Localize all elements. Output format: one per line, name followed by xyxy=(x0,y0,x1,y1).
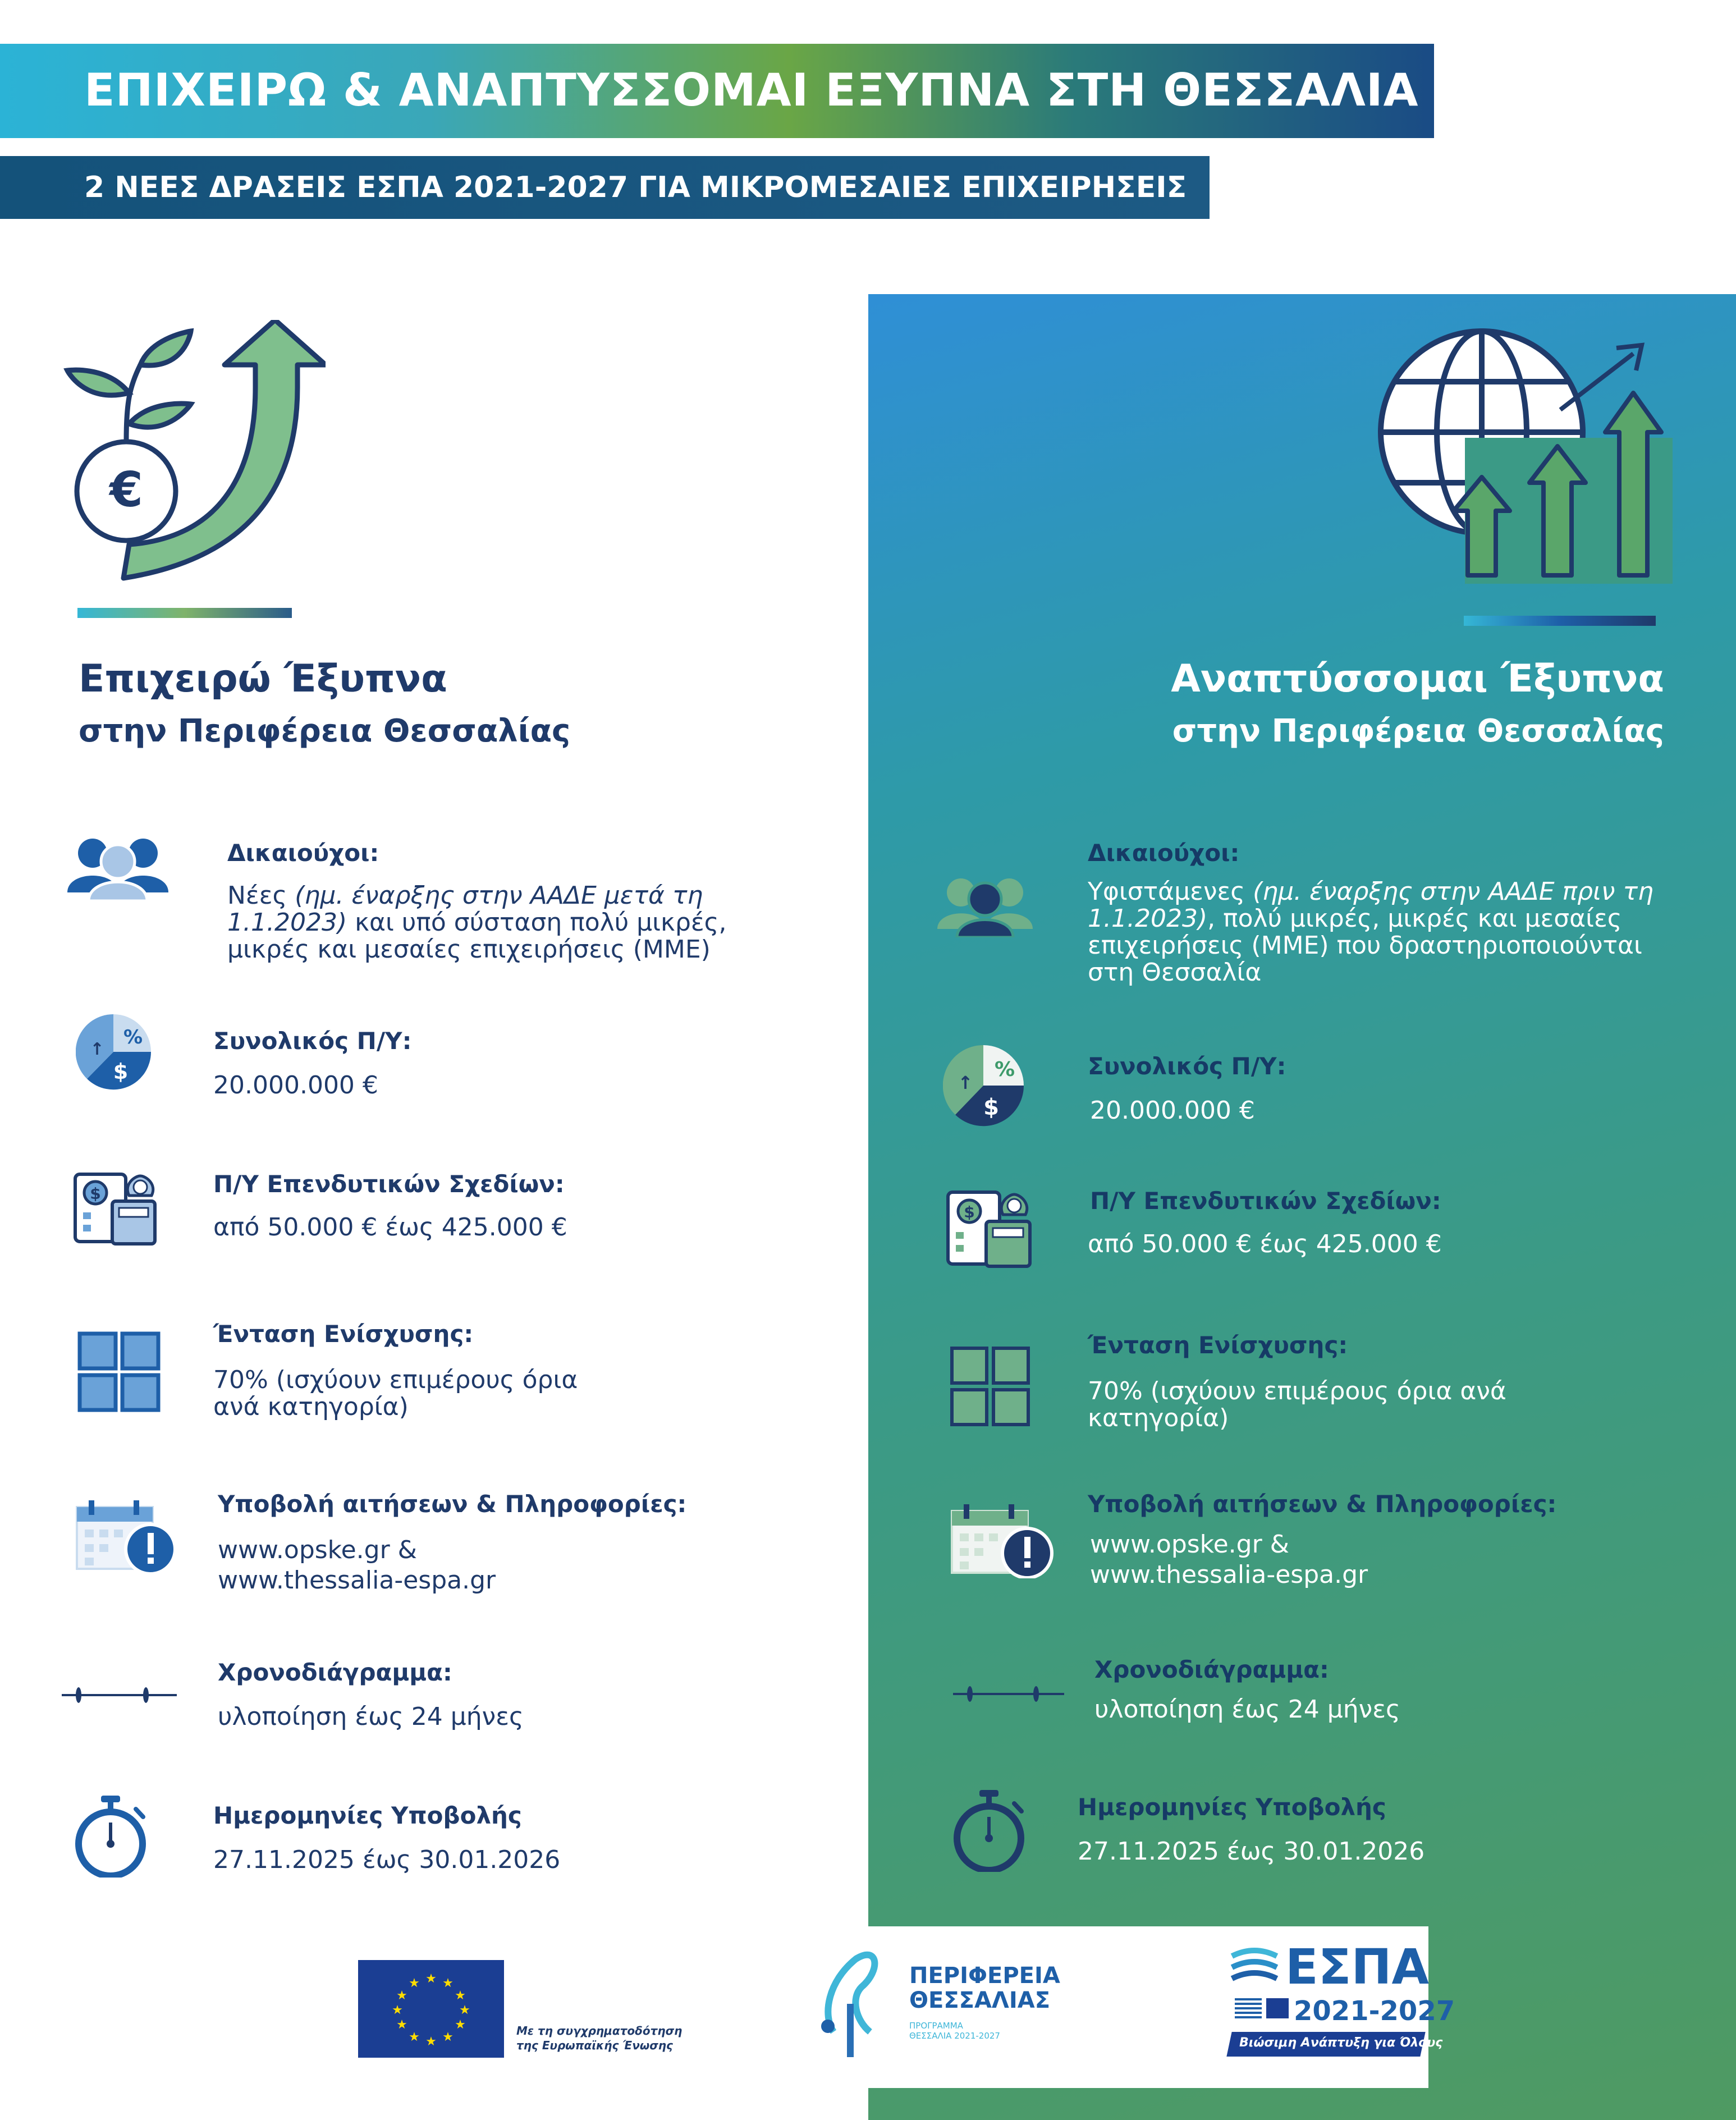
main-title: ΕΠΙΧΕΙΡΩ & ΑΝΑΠΤΥΣΣΟΜΑΙ ΕΞΥΠΝΑ ΣΤΗ ΘΕΣΣΑΛΙΑ xyxy=(84,64,1419,116)
eu-flag-logo xyxy=(358,1960,504,2058)
svg-text:★: ★ xyxy=(409,1976,420,1990)
svg-text:★: ★ xyxy=(442,2030,454,2044)
timeline-icon-right xyxy=(953,1683,1065,1705)
left-timeline-label: Χρονοδιάγραμμα: xyxy=(218,1659,452,1686)
right-beneficiaries-text: Υφιστάμενες (ημ. έναρξης στην ΑΑΔΕ πριν τη 1.1.2023), πολύ μικρές, μικρές και μεσαίες επιχειρήσεις (ΜΜΕ) που δραστηριοποιούνται στη Θεσσαλία xyxy=(1088,877,1653,987)
left-program-region: στην Περιφέρεια Θεσσαλίας xyxy=(79,713,571,749)
svg-text:★: ★ xyxy=(425,1972,437,1986)
stopwatch-icon xyxy=(73,1793,152,1878)
svg-text:★: ★ xyxy=(455,1989,466,2003)
svg-text:★: ★ xyxy=(396,1989,407,2003)
timeline-icon xyxy=(62,1684,180,1706)
window-grid-icon xyxy=(77,1331,162,1413)
left-intensity-text: 70% (ισχύουν επιμέρους όρια ανά κατηγορία) xyxy=(213,1366,578,1421)
svg-text:$: $ xyxy=(983,1095,999,1120)
right-submission-label: Υποβολή αιτήσεων & Πληροφορίες: xyxy=(1088,1490,1557,1518)
right-intensity-text: 70% (ισχύουν επιμέρους όρια ανά κατηγορία) xyxy=(1088,1377,1506,1432)
growth-money-icon xyxy=(62,320,326,584)
svg-text:↑: ↑ xyxy=(90,1040,104,1059)
left-budget-label: Συνολικός Π/Υ: xyxy=(213,1027,412,1055)
svg-text:↑: ↑ xyxy=(958,1072,973,1093)
left-plans-value: από 50.000 € έως 425.000 € xyxy=(213,1213,567,1242)
svg-text:$: $ xyxy=(964,1203,975,1221)
right-program-title: Αναπτύσσομαι Έξυπνα xyxy=(1171,657,1664,701)
people-icon xyxy=(67,836,168,901)
left-intensity-label: Ένταση Ενίσχυσης: xyxy=(213,1320,474,1348)
left-budget-value: 20.000.000 € xyxy=(213,1071,378,1100)
left-beneficiaries-label: Δικαιούχοι: xyxy=(227,839,379,867)
svg-text:★: ★ xyxy=(442,1976,454,1990)
stopwatch-icon-right xyxy=(951,1788,1030,1872)
left-link-thessalia-espa[interactable]: www.thessalia-espa.gr xyxy=(218,1566,496,1595)
right-dates-label: Ημερομηνίες Υποβολής xyxy=(1078,1793,1386,1821)
window-grid-icon-right xyxy=(950,1346,1031,1427)
svg-text:%: % xyxy=(994,1058,1015,1081)
left-beneficiaries-text: Νέες (ημ. έναρξης στην ΑΑΔΕ μετά τη 1.1.2023) και υπό σύσταση πολύ μικρές, μικρές και μεσαίες επιχειρήσεις (ΜΜΕ) xyxy=(227,881,727,964)
budget-pie-icon xyxy=(76,1014,152,1090)
left-dates-value: 27.11.2025 έως 30.01.2026 xyxy=(213,1846,561,1874)
svg-text:$: $ xyxy=(113,1059,129,1084)
globe-growth-icon xyxy=(1369,320,1673,584)
right-budget-label: Συνολικός Π/Υ: xyxy=(1088,1052,1286,1080)
subtitle: 2 ΝΕΕΣ ΔΡΑΣΕΙΣ ΕΣΠΑ 2021-2027 ΓΙΑ ΜΙΚΡΟΜΕΣΑΙΕΣ ΕΠΙΧΕΙΡΗΣΕΙΣ xyxy=(84,171,1187,204)
right-accent-bar xyxy=(1464,616,1656,626)
right-timeline-value: υλοποίηση έως 24 μήνες xyxy=(1094,1695,1400,1724)
budget-pie-icon-right xyxy=(943,1045,1024,1127)
right-beneficiaries-label: Δικαιούχοι: xyxy=(1088,839,1240,867)
subtitle-banner xyxy=(0,156,1210,219)
calendar-alert-icon-right xyxy=(950,1500,1053,1578)
calculator-money-icon xyxy=(73,1162,157,1246)
svg-text:★: ★ xyxy=(455,2018,466,2032)
calendar-alert-icon xyxy=(75,1496,176,1574)
left-timeline-value: υλοποίηση έως 24 μήνες xyxy=(218,1702,524,1731)
right-dates-value: 27.11.2025 έως 30.01.2026 xyxy=(1078,1837,1425,1866)
svg-text:★: ★ xyxy=(459,2003,470,2017)
right-budget-value: 20.000.000 € xyxy=(1090,1096,1255,1125)
right-plans-label: Π/Υ Επενδυτικών Σχεδίων: xyxy=(1090,1187,1441,1215)
svg-text:$: $ xyxy=(90,1184,101,1203)
svg-text:★: ★ xyxy=(392,2003,403,2017)
right-link-opske[interactable]: www.opske.gr & xyxy=(1090,1530,1289,1559)
right-timeline-label: Χρονοδιάγραμμα: xyxy=(1094,1656,1329,1683)
right-link-thessalia-espa[interactable]: www.thessalia-espa.gr xyxy=(1090,1560,1368,1589)
left-dates-label: Ημερομηνίες Υποβολής xyxy=(213,1802,522,1829)
left-submission-label: Υποβολή αιτήσεων & Πληροφορίες: xyxy=(218,1490,687,1518)
espa-logo: ΕΣΠΑ 2021-2027 Βιώσιμη Ανάπτυξη για Όλους xyxy=(1229,1939,1426,2063)
svg-text:★: ★ xyxy=(396,2018,407,2032)
people-icon-right xyxy=(937,876,1033,937)
svg-text:€: € xyxy=(109,462,143,518)
left-plans-label: Π/Υ Επενδυτικών Σχεδίων: xyxy=(213,1170,565,1198)
title-banner xyxy=(0,44,1434,138)
right-plans-value: από 50.000 € έως 425.000 € xyxy=(1088,1230,1442,1258)
right-program-region: στην Περιφέρεια Θεσσαλίας xyxy=(1172,713,1664,749)
svg-text:%: % xyxy=(123,1026,143,1048)
left-program-title: Επιχειρώ Έξυπνα xyxy=(79,657,447,701)
calculator-money-icon-right xyxy=(946,1179,1033,1269)
svg-text:★: ★ xyxy=(425,2035,437,2049)
region-thessaly-logo: ΠΕΡΙΦΕΡΕΙΑ ΘΕΣΣΑΛΙΑΣ ΠΡΟΓΡΑΜΜΑ ΘΕΣΣΑΛΙΑ 2021-2027 xyxy=(817,1948,1069,2066)
right-intensity-label: Ένταση Ενίσχυσης: xyxy=(1088,1331,1348,1359)
eu-caption: Με τη συγχρηματοδότηση της Ευρωπαϊκής Ένωσης xyxy=(516,2024,683,2052)
svg-text:★: ★ xyxy=(409,2030,420,2044)
left-accent-bar xyxy=(77,608,292,618)
left-link-opske[interactable]: www.opske.gr & xyxy=(218,1536,417,1564)
right-submission-text xyxy=(1090,1531,1368,1588)
left-submission-text xyxy=(218,1537,496,1594)
